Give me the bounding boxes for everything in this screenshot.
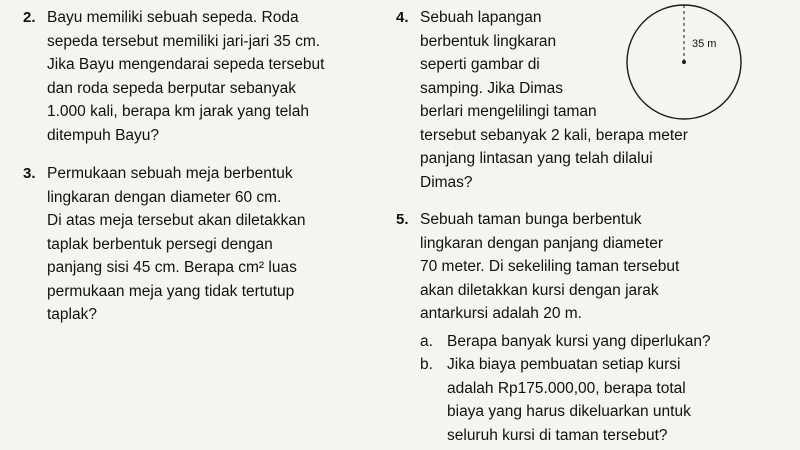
sub-question-b <box>420 353 691 447</box>
sub-question-a <box>420 330 711 354</box>
problem-line: permukaan meja yang tidak tertutup <box>47 282 295 300</box>
problem-line: Sebuah taman bunga berbentuk <box>420 211 642 228</box>
problem-line: panjang lintasan yang telah dilalui <box>420 150 653 167</box>
problem-line: tersebut sebanyak 2 kali, berapa meter <box>420 126 688 144</box>
problem-2 <box>23 6 325 147</box>
problem-line: berbentuk lingkaran <box>420 32 557 50</box>
problem-line: ditempuh Bayu? <box>47 126 160 144</box>
problem-line: 1.000 kali, berapa km jarak yang telah <box>47 103 309 120</box>
sub-letter: b. <box>420 356 433 373</box>
center-dot <box>682 60 686 64</box>
radius-label: 35 m <box>692 38 717 50</box>
problem-line: lingkaran dengan diameter 60 cm. <box>47 188 282 206</box>
problem-line: Dimas? <box>420 173 473 191</box>
sub-line: seluruh kursi di taman tersebut? <box>447 426 668 444</box>
problem-line: samping. Jika Dimas <box>420 79 563 97</box>
problem-5 <box>396 208 680 326</box>
problem-line: dan roda sepeda berputar sebanyak <box>47 79 297 97</box>
problem-line: 70 meter. Di sekeliling taman tersebut <box>420 258 680 275</box>
problem-line: panjang sisi 45 cm. Berapa cm² luas <box>47 259 297 276</box>
problem-number: 2. <box>23 9 36 26</box>
problem-line: seperti gambar di <box>420 56 540 73</box>
problem-line: berlari mengelilingi taman <box>420 103 597 120</box>
problem-line: sepeda tersebut memiliki jari-jari 35 cm. <box>47 32 321 50</box>
problem-3 <box>23 162 306 327</box>
problem-line: Permukaan sebuah meja berbentuk <box>47 165 293 182</box>
problem-number: 3. <box>23 165 36 182</box>
problem-line: antarkursi adalah 20 m. <box>420 305 582 322</box>
circle-field-diagram <box>617 2 751 126</box>
sub-line: Jika biaya pembuatan setiap kursi <box>447 356 681 373</box>
problem-line: akan diletakkan kursi dengan jarak <box>420 281 659 299</box>
problem-line: taplak? <box>47 306 97 323</box>
sub-line: Berapa banyak kursi yang diperlukan? <box>447 333 711 350</box>
problem-line: taplak berbentuk persegi dengan <box>47 235 273 253</box>
problem-number: 4. <box>396 9 409 26</box>
sub-line: adalah Rp175.000,00, berapa total <box>447 379 686 397</box>
sub-letter: a. <box>420 333 433 350</box>
problem-line: Di atas meja tersebut akan diletakkan <box>47 212 306 229</box>
problem-number: 5. <box>396 211 409 228</box>
problem-line: lingkaran dengan panjang diameter <box>420 234 664 252</box>
problem-line: Jika Bayu mengendarai sepeda tersebut <box>47 56 325 73</box>
sub-line: biaya yang harus dikeluarkan untuk <box>447 403 691 420</box>
problem-line: Sebuah lapangan <box>420 9 542 26</box>
problem-line: Bayu memiliki sebuah sepeda. Roda <box>47 9 299 26</box>
